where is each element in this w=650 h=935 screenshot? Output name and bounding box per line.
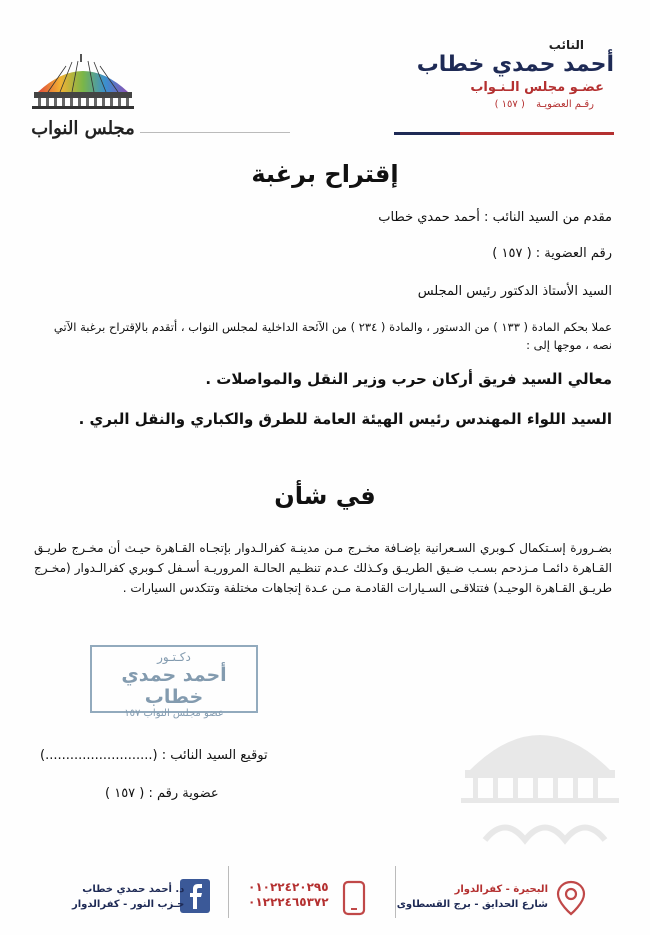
facebook-name: د. أحمد حمدي خطاب <box>82 884 185 895</box>
submitted-by: مقدم من السيد النائب : أحمد حمدي خطاب <box>378 210 612 225</box>
address-street: شارع الحدايق - برج القسطاوى <box>396 899 548 910</box>
recipient-roads-authority: السيد اللواء المهندس رئيس الهيئة العامة للطرق والكباري والنقل البري . <box>78 410 612 428</box>
phone-number-2: ٠١٢٢٢٤٦٥٣٧٢ <box>248 895 329 909</box>
member-of-parliament: عضـو مجلس الـنـواب <box>470 80 604 95</box>
official-stamp <box>90 645 258 719</box>
parliament-logo <box>28 52 138 142</box>
membership-number-row <box>404 99 614 110</box>
proposal-body: بضـرورة إسـتكمال كـوبري السـعرانية بإضـافة مخـرج مـن مدينـة كفرالـدوار بإتجـاه القـاهرة حيـث أن مخـرج طريـق القـاهرة دائمـا مـزدحم بسـب ضـيق الطريـق وكـذلك عـدم تنظـيم الحالـة المروريـة أسـفل كـوبري كفرالـدوار (مخـرج طريـق القـاهرة الوحيـد) فتتلاقـى السـيارات القادمـة مـن عـدة إتجاهات مختلفة وتتكدس السيارات . <box>34 541 612 595</box>
recipient-minister: معالي السيد فريق أركان حرب وزير النقل والمواصلات . <box>205 370 612 388</box>
facebook-icon <box>180 879 210 917</box>
legal-basis: عملا بحكم المادة ( ١٣٣ ) من الدستور ، والمادة ( ٢٣٤ ) من الآئحة الداخلية لمجلس النواب ، أتقدم بالإقتراح برغبة الآتي نصه ، موجها إلى : <box>53 320 612 352</box>
phone-number-1: ٠١٠٢٢٤٢٠٢٩٥ <box>248 880 329 894</box>
footer-facebook <box>72 882 184 912</box>
signature-membership: عضوية رقم : ( ١٥٧ ) <box>105 786 219 801</box>
member-name: أحمد حمدي خطاب <box>416 52 614 77</box>
footer-divider <box>395 866 396 918</box>
logo-divider <box>140 132 290 133</box>
footer-address <box>397 882 548 912</box>
stamp-title: دكـتـور <box>157 650 191 664</box>
phone-icon <box>342 880 366 920</box>
logo-text: مجلس النواب <box>31 118 135 139</box>
facebook-party: حـزب النور - كفرالدوار <box>72 899 185 910</box>
membership-number: ( ١٥٧ ) <box>494 99 525 110</box>
membership-line: رقم العضوية : ( ١٥٧ ) <box>492 246 612 261</box>
document-title: إقتراح برغبة <box>251 160 399 188</box>
header-divider <box>394 132 614 135</box>
footer-divider <box>228 866 229 918</box>
stamp-member: عضو مجلس النواب ١٥٧ <box>124 708 224 719</box>
signature-line: توقيع السيد النائب : (..........................) <box>40 748 268 763</box>
subject-heading: في شأن <box>274 482 376 510</box>
member-header <box>404 38 614 110</box>
footer-phones <box>248 880 329 910</box>
parliament-watermark <box>455 700 625 860</box>
location-pin-icon <box>556 880 586 920</box>
stamp-name: أحمد حمدي خطاب <box>121 664 227 708</box>
address-city: البحيرة - كفرالدوار <box>454 884 548 895</box>
addressee: السيد الأستاذ الدكتور رئيس المجلس <box>417 284 612 299</box>
member-role: النائب <box>548 38 584 52</box>
membership-label: رقـم العضويـة <box>536 99 594 110</box>
